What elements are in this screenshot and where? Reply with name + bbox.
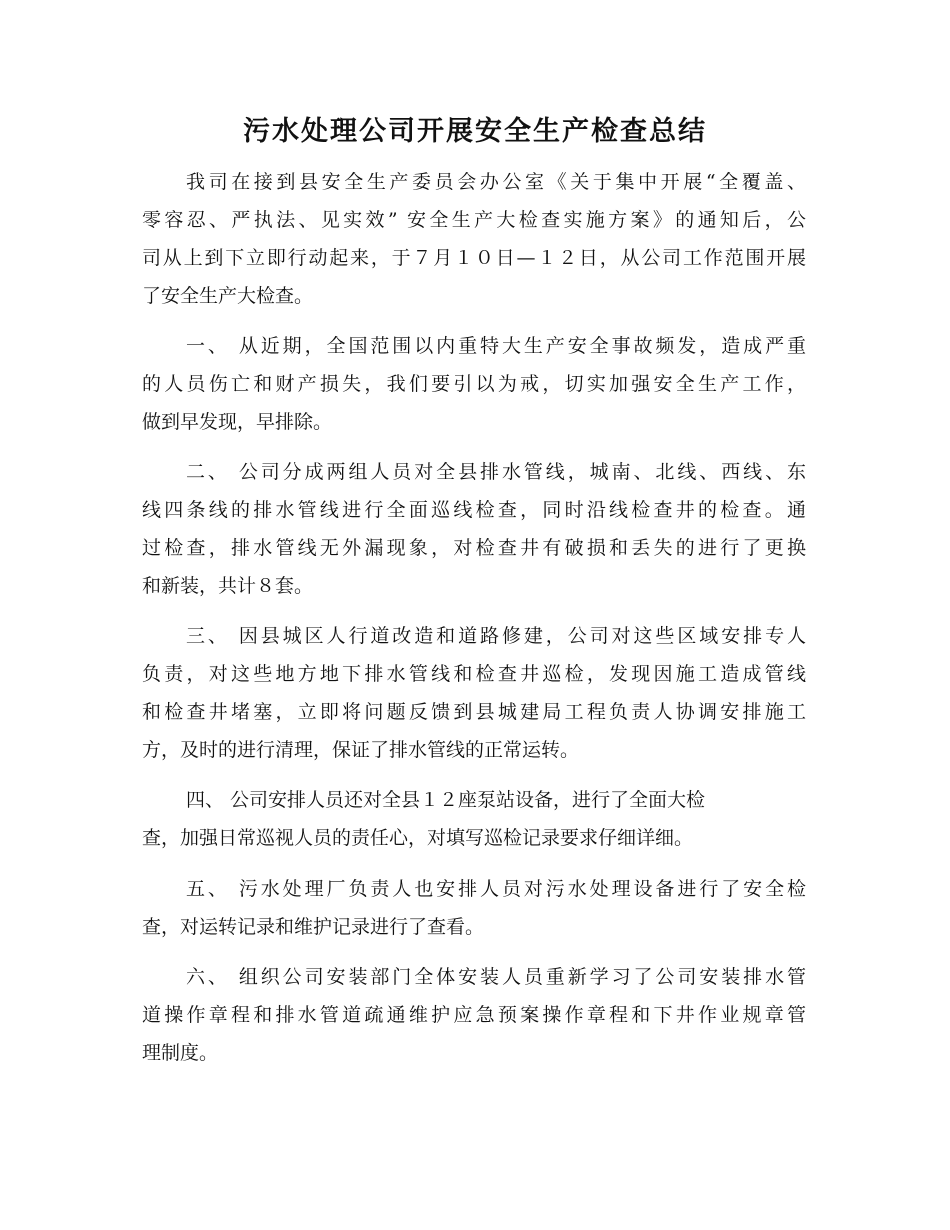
paragraph-item-2 <box>142 453 806 605</box>
paragraph-line: 三、 因县城区人行道改造和道路修建，公司对这些区域安排专人 <box>186 625 806 647</box>
paragraph-line: 理制度。 <box>142 1042 219 1064</box>
paragraph-item-5 <box>142 870 806 946</box>
paragraph-line: 一、 从近期，全国范围以内重特大生产安全事故频发，造成严重 <box>186 335 806 357</box>
paragraph-line: 二、 公司分成两组人员对全县排水管线，城南、北线、西线、东 <box>186 461 806 483</box>
paragraph-line: 做到早发现，早排除。 <box>142 411 333 433</box>
paragraph-line: 六、 组织公司安装部门全体安装人员重新学习了公司安装排水管 <box>186 966 806 988</box>
paragraph-line: 我司在接到县安全生产委员会办公室《关于集中开展“全覆盖、 <box>186 171 806 193</box>
paragraph-line: 零容忍、严执法、见实效” 安全生产大检查实施方案》的通知后，公 <box>142 209 806 231</box>
paragraph-line: 道操作章程和排水管道疏通维护应急预案操作章程和下井作业规章管 <box>142 1004 806 1026</box>
paragraph-item-1 <box>142 327 806 441</box>
paragraph-intro <box>142 163 806 315</box>
paragraph-item-3 <box>142 617 806 769</box>
paragraph-line: 方，及时的进行清理，保证了排水管线的正常运转。 <box>142 739 580 761</box>
paragraph-line: 司从上到下立即行动起来，于７月１０日—１２日，从公司工作范围开展 <box>142 247 806 269</box>
paragraph-line: 线四条线的排水管线进行全面巡线检查，同时沿线检查井的检查。通 <box>142 499 806 521</box>
paragraph-line: 和检查井堵塞，立即将问题反馈到县城建局工程负责人协调安排施工 <box>142 701 806 723</box>
paragraph-line: 了安全生产大检查。 <box>142 285 314 307</box>
document-title: 污水处理公司开展安全生产检查总结 <box>243 116 707 147</box>
paragraph-line: 四、 公司安排人员还对全县１２座泵站设备，进行了全面大检 <box>186 789 706 811</box>
paragraph-line: 五、 污水处理厂负责人也安排人员对污水处理设备进行了安全检 <box>186 878 806 900</box>
paragraph-line: 过检查，排水管线无外漏现象，对检查井有破损和丢失的进行了更换 <box>142 537 806 559</box>
paragraph-line: 查，对运转记录和维护记录进行了查看。 <box>142 916 485 938</box>
paragraph-item-4 <box>142 781 806 857</box>
paragraph-item-6 <box>142 958 806 1072</box>
paragraph-line: 的人员伤亡和财产损失，我们要引以为戒，切实加强安全生产工作， <box>142 373 806 395</box>
paragraph-line: 负责，对这些地方地下排水管线和检查井巡检，发现因施工造成管线 <box>142 663 806 685</box>
paragraph-line: 和新装，共计８套。 <box>142 575 314 597</box>
paragraph-line: 查，加强日常巡视人员的责任心，对填写巡检记录要求仔细详细。 <box>142 827 694 849</box>
